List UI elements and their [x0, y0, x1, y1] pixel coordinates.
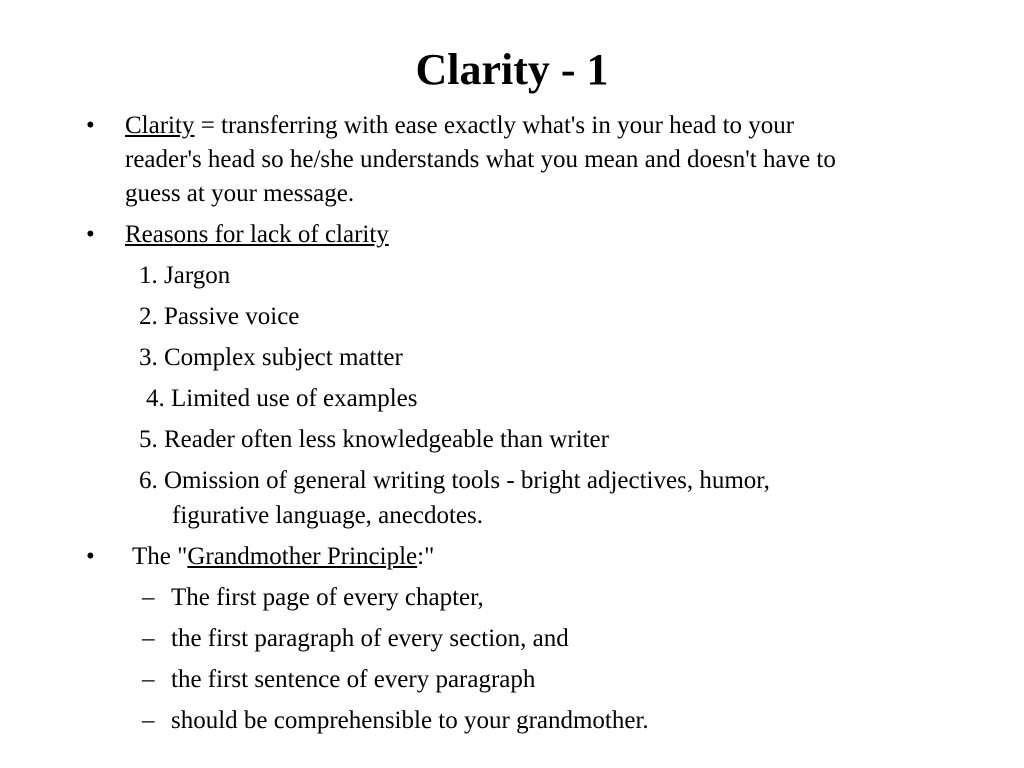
bullet-marker: •	[86, 221, 95, 248]
grandmother-term: Grandmother Principle	[187, 543, 418, 570]
definition-line-2: reader's head so he/she understands what you mean and doesn't have to	[125, 146, 836, 173]
grandmother-subitem: the first sentence of every paragraph	[171, 666, 536, 693]
reason-item: 5. Reader often less knowledgeable than writer	[139, 426, 609, 453]
dash-marker: –	[142, 707, 155, 734]
slide-title: Clarity - 1	[415, 45, 609, 94]
grandmother-subitem: the first paragraph of every section, and	[171, 625, 569, 652]
definition-line-1	[125, 109, 794, 143]
grandmother-suffix: :"	[417, 543, 435, 570]
definition-line-3: guess at your message.	[125, 180, 355, 207]
reason-item: 3. Complex subject matter	[139, 344, 403, 371]
bullet-marker: •	[86, 112, 95, 139]
grandmother-heading	[132, 540, 434, 574]
dash-marker: –	[142, 584, 155, 611]
reason-item: 2. Passive voice	[139, 303, 300, 330]
clarity-term: Clarity	[125, 112, 195, 139]
grandmother-prefix: The "	[132, 543, 188, 570]
reasons-heading: Reasons for lack of clarity	[125, 221, 389, 248]
definition-text-1: = transferring with ease exactly what's in your head to your	[194, 112, 795, 139]
dash-marker: –	[142, 625, 155, 652]
grandmother-subitem: The first page of every chapter,	[171, 584, 484, 611]
grandmother-subitem: should be comprehensible to your grandmother.	[171, 707, 649, 734]
reason-item: 4. Limited use of examples	[146, 385, 418, 412]
reason-item: 6. Omission of general writing tools - bright adjectives, humor,	[139, 467, 770, 494]
reason-item-continuation: figurative language, anecdotes.	[172, 502, 483, 529]
reason-item: 1. Jargon	[139, 262, 231, 289]
dash-marker: –	[142, 666, 155, 693]
bullet-marker: •	[86, 543, 95, 570]
